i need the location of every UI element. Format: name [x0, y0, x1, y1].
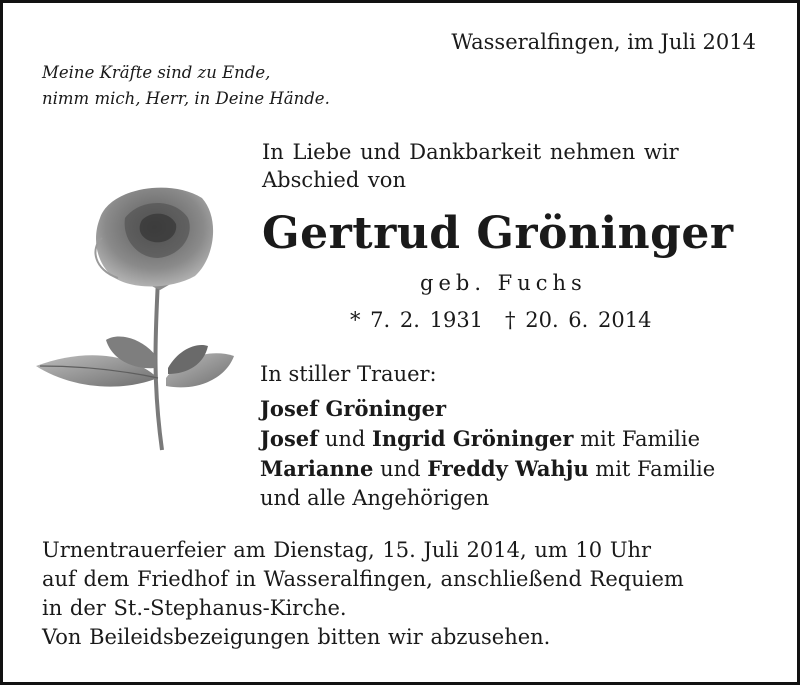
death-date: † 20. 6. 2014 — [505, 308, 652, 332]
mourners-heading: In stiller Trauer: — [260, 362, 437, 386]
mourner-line — [260, 394, 715, 424]
mourner-line: und alle Angehörigen — [260, 486, 490, 510]
rose-image — [30, 178, 240, 458]
mourner-name: Ingrid Gröninger — [372, 426, 574, 451]
mourner-name: Josef — [260, 426, 319, 451]
ceremony-line: in der St.-Stephanus-Kirche. — [42, 596, 347, 620]
life-dates — [350, 308, 651, 332]
ceremony-info — [42, 536, 684, 652]
mourner-line — [260, 424, 715, 454]
conjunction: und — [373, 457, 428, 481]
intro-line: In Liebe und Dankbarkeit nehmen wir — [262, 140, 679, 164]
mourners-list — [260, 394, 715, 513]
mourner-suffix: mit Familie — [588, 457, 716, 481]
verse-line: Meine Kräfte sind zu Ende, — [42, 63, 271, 82]
intro-text — [262, 138, 679, 194]
ceremony-line: auf dem Friedhof in Wasseralfingen, anschließend Requiem — [42, 567, 684, 591]
mourner-name: Marianne — [260, 456, 374, 481]
verse-line: nimm mich, Herr, in Deine Hände. — [42, 89, 330, 108]
mourner-name: Freddy Wahju — [427, 456, 589, 481]
intro-line: Abschied von — [262, 168, 406, 192]
ceremony-line: Urnentrauerfeier am Dienstag, 15. Juli 2014, um 10 Uhr — [42, 538, 652, 562]
ceremony-line: Von Beileidsbezeigungen bitten wir abzusehen. — [42, 625, 551, 649]
verse — [42, 60, 330, 112]
mourner-line — [260, 454, 715, 484]
conjunction: und — [318, 427, 373, 451]
mourner-suffix: mit Familie — [573, 427, 701, 451]
birth-date: * 7. 2. 1931 — [350, 308, 484, 332]
place-date: Wasseralfingen, im Juli 2014 — [451, 30, 756, 54]
birth-name: geb. Fuchs — [420, 271, 587, 295]
mourner-name: Josef Gröninger — [260, 396, 447, 421]
deceased-name: Gertrud Gröninger — [262, 208, 734, 259]
